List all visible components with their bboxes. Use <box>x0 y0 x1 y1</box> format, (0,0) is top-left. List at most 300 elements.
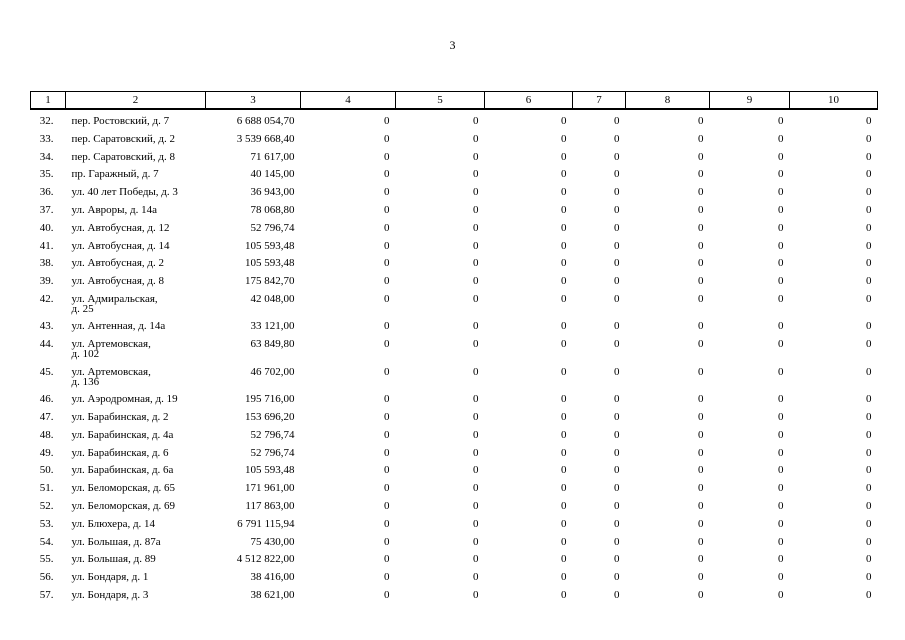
value-cell-col-7: 0 <box>614 482 620 495</box>
address-cell <box>66 204 206 222</box>
amount-cell: 6 791 115,94 <box>237 517 295 530</box>
value-cell-col-6: 0 <box>561 571 567 584</box>
row-number: 50. <box>39 464 54 477</box>
value-cell-col-4: 0 <box>384 203 390 216</box>
value-cell-col-5: 0 <box>473 186 479 199</box>
table-row <box>31 447 878 465</box>
row-number: 47. <box>39 411 54 424</box>
value-cell-col-4: 0 <box>384 292 390 305</box>
value-cell-col-10: 0 <box>866 221 872 234</box>
row-number: 40. <box>39 221 54 234</box>
value-cell-col-5: 0 <box>473 338 479 351</box>
value-cell-col-8: 0 <box>698 132 704 145</box>
amount-cell: 38 416,00 <box>250 571 295 584</box>
value-cell-col-9: 0 <box>778 203 784 216</box>
row-number: 55. <box>39 553 54 566</box>
table-row <box>31 151 878 169</box>
value-cell-col-10: 0 <box>866 428 872 441</box>
value-cell-col-7: 0 <box>614 589 620 602</box>
address-line-1: ул. Беломорская, д. 65 <box>71 482 176 495</box>
table-row <box>31 109 878 133</box>
column-header-3: 3 <box>206 92 301 110</box>
value-cell-col-4: 0 <box>384 320 390 333</box>
row-number: 35. <box>39 168 54 181</box>
value-cell-col-6: 0 <box>561 589 567 602</box>
value-cell-col-6: 0 <box>561 132 567 145</box>
value-cell-col-8: 0 <box>698 553 704 566</box>
value-cell-col-7: 0 <box>614 168 620 181</box>
address-line-1: ул. Аэродромная, д. 19 <box>71 393 178 406</box>
value-cell-col-4: 0 <box>384 517 390 530</box>
row-number: 57. <box>39 589 54 602</box>
value-cell-col-7: 0 <box>614 221 620 234</box>
value-cell-col-10: 0 <box>866 150 872 163</box>
table-row <box>31 536 878 554</box>
value-cell-col-5: 0 <box>473 589 479 602</box>
column-header-8: 8 <box>626 92 710 110</box>
column-header-4: 4 <box>301 92 396 110</box>
row-number: 41. <box>39 239 54 252</box>
value-cell-col-7: 0 <box>614 464 620 477</box>
value-cell-col-7: 0 <box>614 150 620 163</box>
address-cell <box>66 411 206 429</box>
row-number: 38. <box>39 257 54 270</box>
address-line-1: ул. Автобусная, д. 8 <box>71 275 165 288</box>
value-cell-col-4: 0 <box>384 535 390 548</box>
value-cell-col-4: 0 <box>384 428 390 441</box>
value-cell-col-5: 0 <box>473 517 479 530</box>
value-cell-col-7: 0 <box>614 365 620 378</box>
value-cell-col-10: 0 <box>866 482 872 495</box>
value-cell-col-5: 0 <box>473 239 479 252</box>
address-cell <box>66 151 206 169</box>
value-cell-col-9: 0 <box>778 571 784 584</box>
table-body <box>31 109 878 607</box>
value-cell-col-10: 0 <box>866 186 872 199</box>
address-line-1: пер. Саратовский, д. 2 <box>71 132 175 145</box>
value-cell-col-9: 0 <box>778 168 784 181</box>
amount-cell: 105 593,48 <box>245 239 295 252</box>
address-line-1: ул. Барабинская, д. 2 <box>71 411 169 424</box>
address-line-1: ул. Автобусная, д. 12 <box>71 221 170 234</box>
address-cell <box>66 257 206 275</box>
value-cell-col-8: 0 <box>698 393 704 406</box>
table-row <box>31 338 878 366</box>
value-cell-col-7: 0 <box>614 338 620 351</box>
table-row <box>31 222 878 240</box>
value-cell-col-7: 0 <box>614 257 620 270</box>
value-cell-col-6: 0 <box>561 239 567 252</box>
column-header-5: 5 <box>396 92 485 110</box>
value-cell-col-9: 0 <box>778 320 784 333</box>
amount-cell: 75 430,00 <box>250 535 295 548</box>
value-cell-col-4: 0 <box>384 221 390 234</box>
value-cell-col-4: 0 <box>384 257 390 270</box>
value-cell-col-7: 0 <box>614 571 620 584</box>
value-cell-col-6: 0 <box>561 338 567 351</box>
value-cell-col-4: 0 <box>384 411 390 424</box>
value-cell-col-7: 0 <box>614 500 620 513</box>
value-cell-col-8: 0 <box>698 571 704 584</box>
value-cell-col-8: 0 <box>698 292 704 305</box>
value-cell-col-4: 0 <box>384 275 390 288</box>
value-cell-col-10: 0 <box>866 517 872 530</box>
address-line-1: ул. Большая, д. 89 <box>71 553 156 566</box>
amount-cell: 33 121,00 <box>250 320 295 333</box>
value-cell-col-5: 0 <box>473 168 479 181</box>
amount-cell: 38 621,00 <box>250 589 295 602</box>
address-line-1: ул. Антенная, д. 14а <box>71 320 166 333</box>
value-cell-col-10: 0 <box>866 320 872 333</box>
value-cell-col-9: 0 <box>778 292 784 305</box>
value-cell-col-10: 0 <box>866 168 872 181</box>
value-cell-col-8: 0 <box>698 482 704 495</box>
address-line-1: пр. Гаражный, д. 7 <box>71 168 159 181</box>
value-cell-col-6: 0 <box>561 428 567 441</box>
address-line-2: д. 25 <box>71 302 94 315</box>
address-cell <box>66 482 206 500</box>
value-cell-col-4: 0 <box>384 446 390 459</box>
table-row <box>31 293 878 321</box>
amount-cell: 42 048,00 <box>250 292 295 305</box>
value-cell-col-7: 0 <box>614 446 620 459</box>
value-cell-col-6: 0 <box>561 320 567 333</box>
address-line-1: ул. Барабинская, д. 6а <box>71 464 174 477</box>
value-cell-col-4: 0 <box>384 132 390 145</box>
table-row <box>31 366 878 394</box>
value-cell-col-5: 0 <box>473 115 479 127</box>
row-number: 42. <box>39 292 54 305</box>
table-row <box>31 482 878 500</box>
value-cell-col-10: 0 <box>866 239 872 252</box>
address-cell <box>66 447 206 465</box>
value-cell-col-7: 0 <box>614 535 620 548</box>
value-cell-col-5: 0 <box>473 275 479 288</box>
address-line-1: ул. Адмиральская, <box>71 292 158 305</box>
amount-cell: 71 617,00 <box>250 150 295 163</box>
table-row <box>31 464 878 482</box>
amount-cell: 6 688 054,70 <box>236 115 295 127</box>
address-cell <box>66 536 206 554</box>
value-cell-col-6: 0 <box>561 168 567 181</box>
value-cell-col-7: 0 <box>614 393 620 406</box>
value-cell-col-4: 0 <box>384 365 390 378</box>
row-number: 43. <box>39 320 54 333</box>
value-cell-col-7: 0 <box>614 320 620 333</box>
row-number: 45. <box>39 365 54 378</box>
value-cell-col-7: 0 <box>614 411 620 424</box>
value-cell-col-10: 0 <box>866 338 872 351</box>
value-cell-col-8: 0 <box>698 338 704 351</box>
value-cell-col-8: 0 <box>698 446 704 459</box>
value-cell-col-5: 0 <box>473 221 479 234</box>
value-cell-col-9: 0 <box>778 150 784 163</box>
value-cell-col-6: 0 <box>561 500 567 513</box>
address-cell <box>66 222 206 240</box>
value-cell-col-10: 0 <box>866 203 872 216</box>
value-cell-col-5: 0 <box>473 482 479 495</box>
amount-cell: 117 863,00 <box>245 500 295 513</box>
value-cell-col-4: 0 <box>384 393 390 406</box>
address-cell <box>66 320 206 338</box>
value-cell-col-6: 0 <box>561 393 567 406</box>
address-line-1: ул. Автобусная, д. 14 <box>71 239 170 252</box>
table-row <box>31 518 878 536</box>
table-row <box>31 186 878 204</box>
value-cell-col-8: 0 <box>698 115 704 127</box>
table-row <box>31 500 878 518</box>
table-row <box>31 429 878 447</box>
row-number: 34. <box>39 150 54 163</box>
value-cell-col-5: 0 <box>473 320 479 333</box>
page-number: 3 <box>449 38 456 52</box>
address-cell <box>66 133 206 151</box>
address-line-1: ул. Барабинская, д. 6 <box>71 446 169 459</box>
value-cell-col-6: 0 <box>561 275 567 288</box>
value-cell-col-4: 0 <box>384 115 390 127</box>
value-cell-col-8: 0 <box>698 464 704 477</box>
value-cell-col-5: 0 <box>473 500 479 513</box>
address-cell <box>66 589 206 607</box>
value-cell-col-7: 0 <box>614 517 620 530</box>
address-line-1: ул. 40 лет Победы, д. 3 <box>71 186 178 199</box>
address-cell <box>66 500 206 518</box>
row-number: 56. <box>39 571 54 584</box>
value-cell-col-8: 0 <box>698 221 704 234</box>
value-cell-col-8: 0 <box>698 589 704 602</box>
column-header-9: 9 <box>710 92 790 110</box>
value-cell-col-4: 0 <box>384 553 390 566</box>
value-cell-col-6: 0 <box>561 365 567 378</box>
table-row <box>31 204 878 222</box>
value-cell-col-7: 0 <box>614 292 620 305</box>
column-header-2: 2 <box>66 92 206 110</box>
value-cell-col-5: 0 <box>473 150 479 163</box>
value-cell-col-6: 0 <box>561 292 567 305</box>
amount-cell: 153 696,20 <box>245 411 295 424</box>
value-cell-col-9: 0 <box>778 411 784 424</box>
value-cell-col-4: 0 <box>384 150 390 163</box>
value-cell-col-8: 0 <box>698 186 704 199</box>
table-row <box>31 589 878 607</box>
value-cell-col-7: 0 <box>614 428 620 441</box>
value-cell-col-10: 0 <box>866 589 872 602</box>
value-cell-col-10: 0 <box>866 446 872 459</box>
address-line-1: ул. Артемовская, <box>71 338 151 351</box>
value-cell-col-8: 0 <box>698 428 704 441</box>
table-row <box>31 240 878 258</box>
value-cell-col-8: 0 <box>698 320 704 333</box>
address-line-1: ул. Артемовская, <box>71 365 151 378</box>
value-cell-col-9: 0 <box>778 257 784 270</box>
value-cell-col-5: 0 <box>473 411 479 424</box>
amount-cell: 52 796,74 <box>250 221 295 234</box>
row-number: 36. <box>39 186 54 199</box>
value-cell-col-4: 0 <box>384 239 390 252</box>
value-cell-col-9: 0 <box>778 446 784 459</box>
value-cell-col-9: 0 <box>778 365 784 378</box>
value-cell-col-10: 0 <box>866 500 872 513</box>
value-cell-col-8: 0 <box>698 500 704 513</box>
value-cell-col-7: 0 <box>614 553 620 566</box>
value-cell-col-9: 0 <box>778 428 784 441</box>
value-cell-col-5: 0 <box>473 132 479 145</box>
address-line-1: ул. Беломорская, д. 69 <box>71 500 176 513</box>
table-row <box>31 571 878 589</box>
row-number: 54. <box>39 535 54 548</box>
value-cell-col-6: 0 <box>561 186 567 199</box>
amount-cell: 105 593,48 <box>245 257 295 270</box>
address-cell <box>66 338 206 366</box>
amount-cell: 175 842,70 <box>245 275 295 288</box>
value-cell-col-4: 0 <box>384 338 390 351</box>
address-line-1: ул. Большая, д. 87а <box>71 535 161 548</box>
value-cell-col-8: 0 <box>698 517 704 530</box>
data-table <box>30 91 878 607</box>
amount-cell: 36 943,00 <box>250 186 295 199</box>
value-cell-col-6: 0 <box>561 150 567 163</box>
value-cell-col-8: 0 <box>698 275 704 288</box>
address-line-1: ул. Блюхера, д. 14 <box>71 517 156 530</box>
address-line-1: ул. Бондаря, д. 1 <box>71 571 149 584</box>
value-cell-col-5: 0 <box>473 535 479 548</box>
value-cell-col-8: 0 <box>698 168 704 181</box>
value-cell-col-9: 0 <box>778 589 784 602</box>
value-cell-col-9: 0 <box>778 482 784 495</box>
value-cell-col-10: 0 <box>866 115 872 127</box>
value-cell-col-5: 0 <box>473 292 479 305</box>
amount-cell: 40 145,00 <box>250 168 295 181</box>
value-cell-col-6: 0 <box>561 203 567 216</box>
row-number: 33. <box>39 132 54 145</box>
value-cell-col-6: 0 <box>561 221 567 234</box>
amount-cell: 46 702,00 <box>250 365 295 378</box>
value-cell-col-9: 0 <box>778 517 784 530</box>
value-cell-col-4: 0 <box>384 482 390 495</box>
row-number: 39. <box>39 275 54 288</box>
value-cell-col-5: 0 <box>473 257 479 270</box>
table-row <box>31 411 878 429</box>
address-line-1: ул. Авроры, д. 14а <box>71 203 158 216</box>
column-header-7: 7 <box>573 92 626 110</box>
value-cell-col-9: 0 <box>778 275 784 288</box>
value-cell-col-10: 0 <box>866 393 872 406</box>
value-cell-col-10: 0 <box>866 535 872 548</box>
address-cell <box>66 366 206 394</box>
value-cell-col-4: 0 <box>384 464 390 477</box>
value-cell-col-5: 0 <box>473 464 479 477</box>
value-cell-col-8: 0 <box>698 203 704 216</box>
value-cell-col-10: 0 <box>866 464 872 477</box>
table-row <box>31 553 878 571</box>
row-number: 44. <box>39 338 54 351</box>
address-cell <box>66 109 206 133</box>
table-row <box>31 393 878 411</box>
address-cell <box>66 518 206 536</box>
value-cell-col-6: 0 <box>561 257 567 270</box>
value-cell-col-8: 0 <box>698 257 704 270</box>
value-cell-col-5: 0 <box>473 428 479 441</box>
column-header-1: 1 <box>31 92 66 110</box>
value-cell-col-8: 0 <box>698 150 704 163</box>
address-line-1: пер. Саратовский, д. 8 <box>71 150 175 163</box>
value-cell-col-6: 0 <box>561 517 567 530</box>
value-cell-col-9: 0 <box>778 464 784 477</box>
row-number: 51. <box>39 482 54 495</box>
table-row <box>31 133 878 151</box>
amount-cell: 78 068,80 <box>250 203 295 216</box>
amount-cell: 3 539 668,40 <box>236 132 295 145</box>
value-cell-col-5: 0 <box>473 553 479 566</box>
value-cell-col-7: 0 <box>614 239 620 252</box>
value-cell-col-9: 0 <box>778 553 784 566</box>
amount-cell: 4 512 822,00 <box>236 553 295 566</box>
value-cell-col-7: 0 <box>614 275 620 288</box>
value-cell-col-9: 0 <box>778 338 784 351</box>
row-number: 46. <box>39 393 54 406</box>
address-cell <box>66 168 206 186</box>
value-cell-col-6: 0 <box>561 535 567 548</box>
value-cell-col-6: 0 <box>561 411 567 424</box>
row-number: 32. <box>39 115 54 127</box>
column-header-6: 6 <box>485 92 573 110</box>
address-line-2: д. 102 <box>71 348 100 361</box>
table-row <box>31 320 878 338</box>
value-cell-col-5: 0 <box>473 393 479 406</box>
amount-cell: 63 849,80 <box>250 338 295 351</box>
row-number: 37. <box>39 203 54 216</box>
value-cell-col-4: 0 <box>384 186 390 199</box>
value-cell-col-9: 0 <box>778 186 784 199</box>
value-cell-col-9: 0 <box>778 221 784 234</box>
value-cell-col-8: 0 <box>698 365 704 378</box>
amount-cell: 105 593,48 <box>245 464 295 477</box>
row-number: 48. <box>39 428 54 441</box>
value-cell-col-6: 0 <box>561 464 567 477</box>
value-cell-col-9: 0 <box>778 393 784 406</box>
address-cell <box>66 553 206 571</box>
value-cell-col-4: 0 <box>384 500 390 513</box>
amount-cell: 52 796,74 <box>250 428 295 441</box>
header-row <box>31 92 878 110</box>
address-cell <box>66 429 206 447</box>
value-cell-col-9: 0 <box>778 500 784 513</box>
value-cell-col-9: 0 <box>778 535 784 548</box>
value-cell-col-7: 0 <box>614 132 620 145</box>
address-cell <box>66 275 206 293</box>
value-cell-col-10: 0 <box>866 257 872 270</box>
amount-cell: 171 961,00 <box>245 482 295 495</box>
value-cell-col-6: 0 <box>561 115 567 127</box>
value-cell-col-7: 0 <box>614 186 620 199</box>
value-cell-col-7: 0 <box>614 203 620 216</box>
value-cell-col-6: 0 <box>561 553 567 566</box>
address-line-1: ул. Бондаря, д. 3 <box>71 589 149 602</box>
value-cell-col-9: 0 <box>778 132 784 145</box>
value-cell-col-8: 0 <box>698 239 704 252</box>
table-row <box>31 168 878 186</box>
value-cell-col-8: 0 <box>698 411 704 424</box>
value-cell-col-5: 0 <box>473 365 479 378</box>
value-cell-col-9: 0 <box>778 239 784 252</box>
row-number: 52. <box>39 500 54 513</box>
value-cell-col-10: 0 <box>866 553 872 566</box>
value-cell-col-10: 0 <box>866 275 872 288</box>
address-cell <box>66 393 206 411</box>
address-line-1: ул. Автобусная, д. 2 <box>71 257 165 270</box>
value-cell-col-10: 0 <box>866 132 872 145</box>
amount-cell: 52 796,74 <box>250 446 295 459</box>
